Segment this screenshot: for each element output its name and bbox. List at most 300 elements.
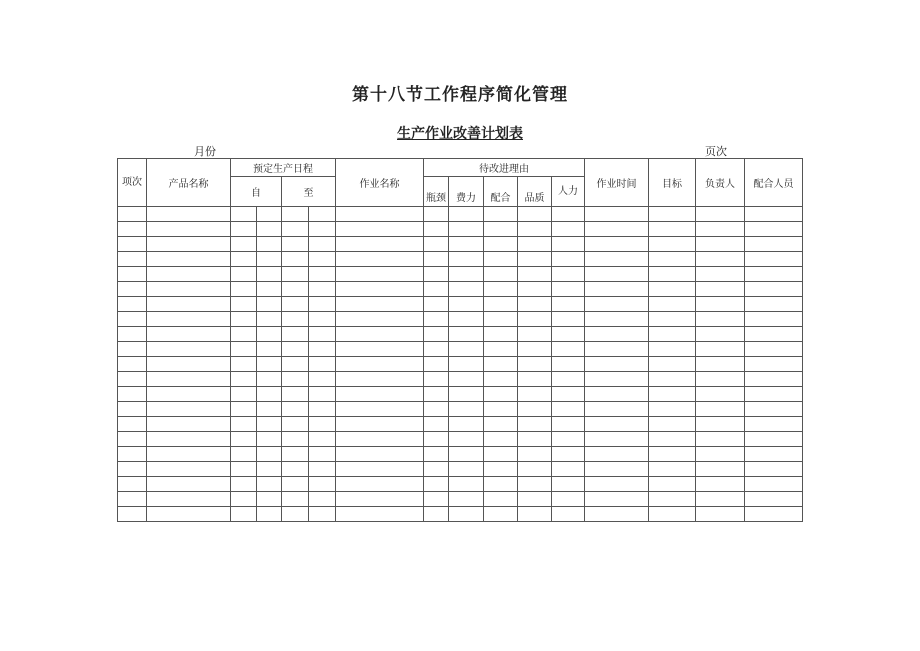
header-manpower: 人力 (552, 177, 585, 207)
header-assistants: 配合人员 (745, 159, 803, 207)
table-cell (518, 357, 552, 372)
table-row (118, 372, 803, 387)
table-cell (257, 252, 282, 267)
table-cell (147, 462, 231, 477)
table-cell (484, 477, 518, 492)
table-cell (231, 297, 257, 312)
table-cell (518, 462, 552, 477)
table-cell (585, 282, 649, 297)
table-cell (449, 312, 484, 327)
table-cell (484, 387, 518, 402)
table-cell (231, 402, 257, 417)
table-row (118, 507, 803, 522)
table-cell (309, 507, 336, 522)
header-responsible: 负责人 (696, 159, 745, 207)
table-cell (424, 462, 449, 477)
table-cell (309, 357, 336, 372)
table-cell (745, 372, 803, 387)
table-cell (649, 282, 696, 297)
header-operation-name: 作业名称 (336, 159, 424, 207)
table-cell (257, 432, 282, 447)
document-title: 第十八节工作程序简化管理 (352, 85, 568, 105)
table-cell (309, 372, 336, 387)
table-cell (424, 342, 449, 357)
table-row (118, 237, 803, 252)
table-cell (231, 387, 257, 402)
table-cell (552, 312, 585, 327)
month-label: 月份 (194, 145, 216, 158)
table-cell (649, 297, 696, 312)
table-cell (118, 387, 147, 402)
table-cell (484, 417, 518, 432)
table-cell (518, 312, 552, 327)
table-cell (696, 312, 745, 327)
table-cell (696, 267, 745, 282)
table-cell (424, 267, 449, 282)
table-cell (552, 327, 585, 342)
table-cell (585, 357, 649, 372)
table-cell (424, 252, 449, 267)
table-cell (257, 447, 282, 462)
table-cell (449, 207, 484, 222)
form-subtitle (0, 123, 920, 143)
table-cell (147, 312, 231, 327)
table-cell (424, 417, 449, 432)
header-reasons: 待改进理由 (424, 159, 585, 177)
table-cell (696, 282, 745, 297)
table-cell (585, 342, 649, 357)
table-cell (449, 357, 484, 372)
table-cell (449, 507, 484, 522)
table-cell (147, 432, 231, 447)
table-cell (424, 477, 449, 492)
table-cell (257, 357, 282, 372)
table-cell (309, 252, 336, 267)
table-cell (118, 297, 147, 312)
table-cell (231, 432, 257, 447)
table-cell (257, 462, 282, 477)
table-cell (449, 342, 484, 357)
table-cell (147, 342, 231, 357)
table-cell (649, 327, 696, 342)
table-cell (231, 477, 257, 492)
table-cell (552, 462, 585, 477)
table-cell (282, 282, 309, 297)
table-cell (336, 357, 424, 372)
table-cell (282, 267, 309, 282)
table-cell (231, 357, 257, 372)
table-cell (552, 372, 585, 387)
table-cell (449, 387, 484, 402)
table-cell (518, 492, 552, 507)
table-cell (118, 462, 147, 477)
table-cell (424, 357, 449, 372)
table-cell (231, 282, 257, 297)
table-cell (336, 477, 424, 492)
table-cell (552, 282, 585, 297)
table-cell (696, 447, 745, 462)
table-cell (449, 462, 484, 477)
table-cell (118, 447, 147, 462)
table-cell (424, 327, 449, 342)
table-cell (484, 237, 518, 252)
table-cell (257, 507, 282, 522)
table-cell (282, 492, 309, 507)
table-cell (147, 267, 231, 282)
table-cell (424, 402, 449, 417)
table-cell (484, 492, 518, 507)
header-cost: 费力 (449, 177, 484, 207)
table-cell (484, 297, 518, 312)
table-cell (231, 267, 257, 282)
table-cell (649, 207, 696, 222)
table-cell (745, 282, 803, 297)
table-cell (745, 387, 803, 402)
table-cell (745, 297, 803, 312)
table-cell (257, 312, 282, 327)
table-cell (257, 222, 282, 237)
table-cell (649, 237, 696, 252)
table-cell (336, 282, 424, 297)
table-cell (231, 252, 257, 267)
table-body (118, 207, 803, 522)
table-cell (118, 507, 147, 522)
table-cell (118, 432, 147, 447)
table-row (118, 417, 803, 432)
table-cell (257, 267, 282, 282)
table-cell (745, 402, 803, 417)
table-cell (518, 417, 552, 432)
table-cell (449, 222, 484, 237)
table-cell (309, 402, 336, 417)
table-cell (696, 342, 745, 357)
table-cell (449, 432, 484, 447)
form-subtitle-text: 生产作业改善计划表 (397, 126, 523, 142)
table-cell (585, 417, 649, 432)
table-row (118, 222, 803, 237)
table-cell (449, 327, 484, 342)
table-cell (518, 327, 552, 342)
table-cell (585, 327, 649, 342)
table-cell (336, 297, 424, 312)
table-cell (649, 387, 696, 402)
table-cell (696, 372, 745, 387)
page-label: 页次 (705, 145, 727, 158)
table-cell (231, 462, 257, 477)
table-cell (649, 342, 696, 357)
table-cell (424, 387, 449, 402)
table-cell (309, 282, 336, 297)
table-cell (147, 372, 231, 387)
table-cell (336, 372, 424, 387)
table-cell (336, 387, 424, 402)
table-cell (696, 462, 745, 477)
table-cell (745, 492, 803, 507)
table-cell (484, 432, 518, 447)
table-cell (282, 372, 309, 387)
table-cell (118, 477, 147, 492)
table-cell (147, 507, 231, 522)
table-cell (518, 252, 552, 267)
table-cell (336, 492, 424, 507)
table-cell (649, 222, 696, 237)
header-row-1 (118, 159, 803, 177)
table-cell (118, 207, 147, 222)
table-cell (257, 237, 282, 252)
table-cell (282, 462, 309, 477)
table-cell (336, 507, 424, 522)
table-cell (449, 297, 484, 312)
table-cell (518, 387, 552, 402)
table-cell (118, 372, 147, 387)
table-cell (696, 327, 745, 342)
header-coordination: 配合 (484, 177, 518, 207)
table-cell (696, 492, 745, 507)
table-cell (552, 402, 585, 417)
table-cell (282, 357, 309, 372)
table-row (118, 252, 803, 267)
table-row (118, 432, 803, 447)
table-row (118, 282, 803, 297)
table-cell (257, 282, 282, 297)
table-cell (336, 312, 424, 327)
table-cell (696, 387, 745, 402)
table-cell (449, 237, 484, 252)
table-cell (649, 417, 696, 432)
header-quality: 品质 (518, 177, 552, 207)
table-row (118, 312, 803, 327)
table-cell (147, 207, 231, 222)
table-cell (118, 342, 147, 357)
table-cell (518, 267, 552, 282)
table-cell (745, 327, 803, 342)
table-cell (696, 507, 745, 522)
table-cell (336, 342, 424, 357)
table-cell (424, 282, 449, 297)
table-cell (424, 237, 449, 252)
table-cell (745, 342, 803, 357)
table-cell (282, 417, 309, 432)
table-row (118, 477, 803, 492)
table-cell (649, 477, 696, 492)
table-cell (118, 312, 147, 327)
table-cell (745, 267, 803, 282)
table-cell (231, 372, 257, 387)
table-cell (552, 447, 585, 462)
table-cell (649, 267, 696, 282)
table-cell (257, 342, 282, 357)
table-cell (147, 492, 231, 507)
table-cell (309, 462, 336, 477)
table-cell (696, 252, 745, 267)
table-cell (147, 252, 231, 267)
table-cell (257, 297, 282, 312)
table-cell (424, 312, 449, 327)
table-cell (424, 447, 449, 462)
table-cell (484, 312, 518, 327)
table-cell (585, 447, 649, 462)
table-cell (552, 207, 585, 222)
table-row (118, 342, 803, 357)
table-cell (585, 267, 649, 282)
table-cell (231, 237, 257, 252)
table-cell (585, 477, 649, 492)
table-cell (231, 492, 257, 507)
table-cell (118, 327, 147, 342)
table-cell (552, 387, 585, 402)
table-cell (257, 402, 282, 417)
table-cell (309, 327, 336, 342)
table-cell (282, 432, 309, 447)
table-cell (649, 357, 696, 372)
table-cell (696, 207, 745, 222)
table-cell (231, 447, 257, 462)
table-cell (484, 447, 518, 462)
table-cell (282, 342, 309, 357)
table-cell (552, 492, 585, 507)
table-cell (309, 342, 336, 357)
table-cell (518, 207, 552, 222)
table-cell (484, 267, 518, 282)
table-cell (309, 417, 336, 432)
table-cell (309, 447, 336, 462)
table-cell (449, 372, 484, 387)
table-cell (696, 357, 745, 372)
table-cell (484, 222, 518, 237)
table-cell (147, 447, 231, 462)
table-cell (282, 222, 309, 237)
table-cell (147, 417, 231, 432)
table-cell (745, 237, 803, 252)
table-cell (745, 477, 803, 492)
table-cell (118, 267, 147, 282)
header-operation-time: 作业时间 (585, 159, 649, 207)
table-cell (552, 237, 585, 252)
table-cell (484, 207, 518, 222)
table-row (118, 402, 803, 417)
table-cell (484, 342, 518, 357)
header-from: 自 (231, 177, 282, 207)
table-cell (585, 237, 649, 252)
table-cell (147, 402, 231, 417)
table-cell (552, 297, 585, 312)
table-cell (745, 207, 803, 222)
table-cell (231, 417, 257, 432)
table-cell (118, 282, 147, 297)
table-cell (282, 507, 309, 522)
header-schedule: 预定生产日程 (231, 159, 336, 177)
table-cell (585, 492, 649, 507)
table-cell (147, 327, 231, 342)
table-cell (585, 402, 649, 417)
table-row (118, 492, 803, 507)
table-cell (484, 252, 518, 267)
table-cell (518, 402, 552, 417)
table-cell (745, 432, 803, 447)
table-cell (309, 222, 336, 237)
table-row (118, 357, 803, 372)
table-cell (649, 312, 696, 327)
table-cell (585, 387, 649, 402)
table-cell (649, 507, 696, 522)
table-cell (518, 237, 552, 252)
table-cell (585, 252, 649, 267)
table-cell (231, 342, 257, 357)
table-cell (282, 447, 309, 462)
table-cell (518, 282, 552, 297)
table-cell (424, 432, 449, 447)
table-cell (336, 447, 424, 462)
table-cell (449, 252, 484, 267)
table-cell (552, 432, 585, 447)
table-cell (696, 297, 745, 312)
table-cell (696, 417, 745, 432)
table-cell (424, 207, 449, 222)
table-cell (118, 252, 147, 267)
table-cell (309, 237, 336, 252)
table-cell (147, 477, 231, 492)
table-cell (484, 462, 518, 477)
table-cell (231, 312, 257, 327)
table-cell (552, 222, 585, 237)
table-cell (585, 432, 649, 447)
table-cell (585, 462, 649, 477)
table-cell (518, 342, 552, 357)
table-cell (696, 402, 745, 417)
table-cell (745, 447, 803, 462)
table-cell (518, 477, 552, 492)
table-cell (745, 507, 803, 522)
table-cell (336, 222, 424, 237)
table-cell (484, 372, 518, 387)
table-cell (696, 222, 745, 237)
header-product-name: 产品名称 (147, 159, 231, 207)
table-row (118, 267, 803, 282)
table-cell (424, 297, 449, 312)
table-cell (257, 417, 282, 432)
table-row (118, 327, 803, 342)
table-cell (336, 417, 424, 432)
table-cell (484, 402, 518, 417)
table-cell (552, 267, 585, 282)
table-cell (552, 477, 585, 492)
table-cell (147, 222, 231, 237)
table-cell (257, 387, 282, 402)
table-cell (147, 297, 231, 312)
table-cell (552, 342, 585, 357)
table-cell (649, 447, 696, 462)
table-cell (484, 357, 518, 372)
table-cell (282, 387, 309, 402)
table-cell (696, 432, 745, 447)
table-cell (649, 372, 696, 387)
table-cell (282, 207, 309, 222)
table-cell (118, 222, 147, 237)
table-cell (518, 432, 552, 447)
table-cell (745, 312, 803, 327)
table-cell (424, 492, 449, 507)
table-cell (309, 492, 336, 507)
table-cell (147, 237, 231, 252)
table-cell (336, 402, 424, 417)
table-cell (231, 327, 257, 342)
table-cell (649, 432, 696, 447)
improvement-plan-table (117, 158, 803, 522)
table-cell (336, 327, 424, 342)
table-cell (449, 267, 484, 282)
table-cell (336, 237, 424, 252)
table-cell (257, 372, 282, 387)
